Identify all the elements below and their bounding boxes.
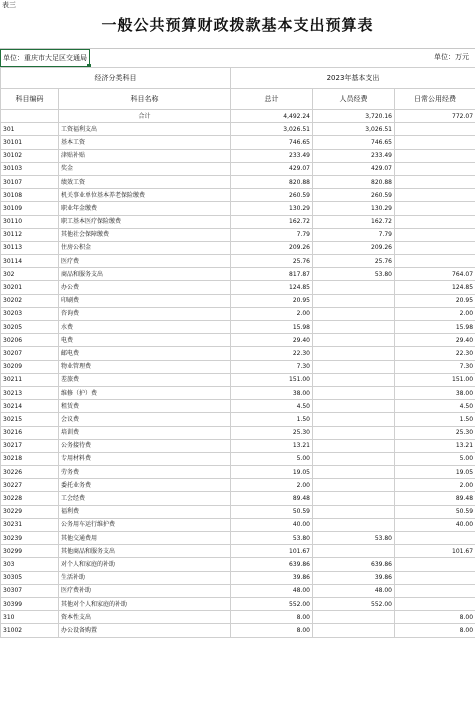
- cell-daily[interactable]: [395, 215, 475, 228]
- cell-personnel[interactable]: [313, 373, 395, 386]
- cell-name[interactable]: 办公设备购置: [59, 624, 231, 637]
- cell-name[interactable]: 医疗费: [59, 255, 231, 268]
- table-row: [1, 334, 475, 347]
- cell-daily[interactable]: 7.30: [395, 360, 475, 373]
- cell-personnel[interactable]: [313, 347, 395, 360]
- cell-personnel[interactable]: [313, 334, 395, 347]
- page-title: 一般公共预算财政拨款基本支出预算表: [101, 16, 374, 34]
- cell-personnel[interactable]: 639.86: [313, 558, 395, 571]
- cell-name[interactable]: 住房公积金: [59, 241, 231, 254]
- cell-code[interactable]: 30107: [1, 175, 59, 188]
- cell-code[interactable]: 30226: [1, 466, 59, 479]
- table-row: [1, 545, 475, 558]
- cell-personnel[interactable]: 429.07: [313, 162, 395, 175]
- cell-daily[interactable]: 101.67: [395, 545, 475, 558]
- cell-total[interactable]: 20.95: [231, 294, 313, 307]
- cell-daily[interactable]: 8.00: [395, 611, 475, 624]
- cell-personnel[interactable]: 552.00: [313, 597, 395, 610]
- cell-daily[interactable]: 38.00: [395, 386, 475, 399]
- cell-daily[interactable]: [395, 228, 475, 241]
- cell-personnel[interactable]: 130.29: [313, 202, 395, 215]
- cell-total[interactable]: 5.00: [231, 452, 313, 465]
- table-row: [1, 505, 475, 518]
- cell-name[interactable]: 奖金: [59, 162, 231, 175]
- cell-name[interactable]: 对个人和家庭的补助: [59, 558, 231, 571]
- total-label[interactable]: 合计: [59, 110, 231, 123]
- cell-total[interactable]: 820.88: [231, 175, 313, 188]
- cell-code[interactable]: 30215: [1, 413, 59, 426]
- cell-code[interactable]: 30206: [1, 334, 59, 347]
- cell-daily[interactable]: [395, 255, 475, 268]
- cell-total[interactable]: 89.48: [231, 492, 313, 505]
- cell-code[interactable]: 30113: [1, 241, 59, 254]
- cell-daily[interactable]: [395, 202, 475, 215]
- table-row: [1, 347, 475, 360]
- cell-name[interactable]: 工会经费: [59, 492, 231, 505]
- cell-name[interactable]: 电费: [59, 334, 231, 347]
- total-personnel[interactable]: 3,720.16: [313, 110, 395, 123]
- cell-personnel[interactable]: 7.79: [313, 228, 395, 241]
- cell-daily[interactable]: 13.21: [395, 439, 475, 452]
- cell-daily[interactable]: [395, 175, 475, 188]
- cell-name[interactable]: 公务用车运行维护费: [59, 518, 231, 531]
- cell-daily[interactable]: [395, 123, 475, 136]
- cell-total[interactable]: 29.40: [231, 334, 313, 347]
- cell-code[interactable]: 30228: [1, 492, 59, 505]
- cell-total[interactable]: 639.86: [231, 558, 313, 571]
- cell-code[interactable]: 30239: [1, 532, 59, 545]
- cell-code[interactable]: 30103: [1, 162, 59, 175]
- header-daily[interactable]: 日常公用经费: [395, 89, 475, 110]
- table-row: [1, 466, 475, 479]
- cell-daily[interactable]: 5.00: [395, 452, 475, 465]
- cell-name[interactable]: 职工基本医疗保险缴费: [59, 215, 231, 228]
- cell-total[interactable]: 8.00: [231, 611, 313, 624]
- cell-total[interactable]: 15.98: [231, 321, 313, 334]
- cell-total[interactable]: 7.30: [231, 360, 313, 373]
- cell-personnel[interactable]: [313, 294, 395, 307]
- cell-code[interactable]: 30299: [1, 545, 59, 558]
- cell-code[interactable]: 30216: [1, 426, 59, 439]
- cell-name[interactable]: 其他社会保障缴费: [59, 228, 231, 241]
- cell-total[interactable]: 151.00: [231, 373, 313, 386]
- cell-code[interactable]: 302: [1, 268, 59, 281]
- cell-name[interactable]: 水费: [59, 321, 231, 334]
- cell-name[interactable]: 职业年金缴费: [59, 202, 231, 215]
- cell-daily[interactable]: [395, 558, 475, 571]
- cell-daily[interactable]: 764.07: [395, 268, 475, 281]
- table-row: [1, 426, 475, 439]
- cell-name[interactable]: 委托业务费: [59, 479, 231, 492]
- table-row: [1, 360, 475, 373]
- cell-total[interactable]: 209.26: [231, 241, 313, 254]
- cell-daily[interactable]: 19.05: [395, 466, 475, 479]
- table-row: [1, 597, 475, 610]
- cell-code[interactable]: 30217: [1, 439, 59, 452]
- cell-personnel[interactable]: 820.88: [313, 175, 395, 188]
- table-row: [1, 268, 475, 281]
- table-row: [1, 584, 475, 597]
- cell-daily[interactable]: 2.00: [395, 307, 475, 320]
- cell-total[interactable]: 4.50: [231, 400, 313, 413]
- cell-name[interactable]: 咨询费: [59, 307, 231, 320]
- table-row: [1, 255, 475, 268]
- cell-daily[interactable]: [395, 584, 475, 597]
- cell-name[interactable]: 邮电费: [59, 347, 231, 360]
- cell-personnel[interactable]: 53.80: [313, 532, 395, 545]
- cell-personnel[interactable]: 48.00: [313, 584, 395, 597]
- cell-name[interactable]: 基本工资: [59, 136, 231, 149]
- unit-cell-selected[interactable]: 单位：重庆市大足区交通局: [0, 49, 90, 67]
- cell-total[interactable]: 101.67: [231, 545, 313, 558]
- cell-personnel[interactable]: [313, 281, 395, 294]
- header-name[interactable]: 科目名称: [59, 89, 231, 110]
- cell-total[interactable]: 13.21: [231, 439, 313, 452]
- cell-personnel[interactable]: [313, 492, 395, 505]
- cell-total[interactable]: 552.00: [231, 597, 313, 610]
- cell-total[interactable]: 429.07: [231, 162, 313, 175]
- cell-name[interactable]: 会议费: [59, 413, 231, 426]
- cell-personnel[interactable]: 25.76: [313, 255, 395, 268]
- cell-total[interactable]: 233.49: [231, 149, 313, 162]
- cell-code[interactable]: 301: [1, 123, 59, 136]
- cell-code[interactable]: 303: [1, 558, 59, 571]
- cell-total[interactable]: 124.85: [231, 281, 313, 294]
- cell-code[interactable]: 30101: [1, 136, 59, 149]
- cell-total[interactable]: 38.00: [231, 386, 313, 399]
- header-row-columns: [1, 89, 475, 110]
- cell-name[interactable]: 劳务费: [59, 466, 231, 479]
- cell-code[interactable]: 30201: [1, 281, 59, 294]
- table-row: [1, 452, 475, 465]
- cell-total[interactable]: 162.72: [231, 215, 313, 228]
- table-row: [1, 149, 475, 162]
- table-row: [1, 624, 475, 637]
- header-basic-expenditure[interactable]: 2023年基本支出: [231, 68, 475, 89]
- cell-code[interactable]: 30229: [1, 505, 59, 518]
- cell-code[interactable]: 30108: [1, 189, 59, 202]
- cell-total[interactable]: 50.59: [231, 505, 313, 518]
- cell-name[interactable]: 办公费: [59, 281, 231, 294]
- cell-code[interactable]: 30399: [1, 597, 59, 610]
- cell-code[interactable]: 30227: [1, 479, 59, 492]
- cell-name[interactable]: 其他交通费用: [59, 532, 231, 545]
- cell-code[interactable]: 30102: [1, 149, 59, 162]
- cell-personnel[interactable]: [313, 413, 395, 426]
- cell-daily[interactable]: [395, 189, 475, 202]
- currency-label: 单位：万元: [434, 53, 469, 61]
- cell-daily[interactable]: 2.00: [395, 479, 475, 492]
- table-row: [1, 439, 475, 452]
- cell-total[interactable]: 130.29: [231, 202, 313, 215]
- cell-code[interactable]: 30213: [1, 386, 59, 399]
- cell-total[interactable]: 39.86: [231, 571, 313, 584]
- cell-code[interactable]: 30307: [1, 584, 59, 597]
- cell-total[interactable]: 53.80: [231, 532, 313, 545]
- table-row: [1, 492, 475, 505]
- table-row: [1, 413, 475, 426]
- cell-code[interactable]: 30112: [1, 228, 59, 241]
- cell-daily[interactable]: 22.30: [395, 347, 475, 360]
- table-row: [1, 373, 475, 386]
- table-row: [1, 518, 475, 531]
- cell-name[interactable]: 其他商品和服务支出: [59, 545, 231, 558]
- cell-personnel[interactable]: [313, 426, 395, 439]
- cell-name[interactable]: 物业管理费: [59, 360, 231, 373]
- cell-code[interactable]: 30202: [1, 294, 59, 307]
- cell-daily[interactable]: 124.85: [395, 281, 475, 294]
- cell-name[interactable]: 租赁费: [59, 400, 231, 413]
- cell-personnel[interactable]: 746.65: [313, 136, 395, 149]
- cell-name[interactable]: 其他对个人和家庭的补助: [59, 597, 231, 610]
- table-row: [1, 162, 475, 175]
- cell-personnel[interactable]: 3,026.51: [313, 123, 395, 136]
- budget-table: [0, 67, 475, 638]
- table-row: [1, 202, 475, 215]
- table-row: [1, 532, 475, 545]
- cell-total[interactable]: 1.50: [231, 413, 313, 426]
- cell-daily[interactable]: 25.30: [395, 426, 475, 439]
- table-row: [1, 321, 475, 334]
- total-value[interactable]: 4,492.24: [231, 110, 313, 123]
- cell-personnel[interactable]: [313, 545, 395, 558]
- cell-personnel[interactable]: [313, 307, 395, 320]
- table-row: [1, 294, 475, 307]
- header-economic-classification[interactable]: 经济分类科目: [1, 68, 231, 89]
- cell-total[interactable]: 25.76: [231, 255, 313, 268]
- cell-personnel[interactable]: [313, 321, 395, 334]
- cell-name[interactable]: 差旅费: [59, 373, 231, 386]
- cell-personnel[interactable]: [313, 624, 395, 637]
- cell-daily[interactable]: [395, 136, 475, 149]
- total-code-cell[interactable]: [1, 110, 59, 123]
- cell-daily[interactable]: [395, 597, 475, 610]
- table-row: [1, 479, 475, 492]
- cell-code[interactable]: 30110: [1, 215, 59, 228]
- cell-code[interactable]: 30211: [1, 373, 59, 386]
- cell-personnel[interactable]: [313, 518, 395, 531]
- cell-daily[interactable]: 20.95: [395, 294, 475, 307]
- table-row: [1, 281, 475, 294]
- cell-daily[interactable]: [395, 149, 475, 162]
- cell-daily[interactable]: 29.40: [395, 334, 475, 347]
- cell-name[interactable]: 机关事业单位基本养老保险缴费: [59, 189, 231, 202]
- cell-code[interactable]: 30214: [1, 400, 59, 413]
- cell-name[interactable]: 资本性支出: [59, 611, 231, 624]
- cell-personnel[interactable]: [313, 466, 395, 479]
- cell-code[interactable]: 30114: [1, 255, 59, 268]
- cell-daily[interactable]: 15.98: [395, 321, 475, 334]
- table-row: [1, 571, 475, 584]
- cell-daily[interactable]: 151.00: [395, 373, 475, 386]
- cell-daily[interactable]: [395, 532, 475, 545]
- table-row: [1, 307, 475, 320]
- cell-total[interactable]: 48.00: [231, 584, 313, 597]
- cell-total[interactable]: 2.00: [231, 479, 313, 492]
- cell-code[interactable]: 30109: [1, 202, 59, 215]
- cell-personnel[interactable]: [313, 505, 395, 518]
- cell-name[interactable]: 培训费: [59, 426, 231, 439]
- cell-daily[interactable]: 1.50: [395, 413, 475, 426]
- cell-code[interactable]: 30218: [1, 452, 59, 465]
- cell-personnel[interactable]: [313, 360, 395, 373]
- cell-personnel[interactable]: 53.80: [313, 268, 395, 281]
- table-row: [1, 386, 475, 399]
- cell-personnel[interactable]: 233.49: [313, 149, 395, 162]
- cell-total[interactable]: 746.65: [231, 136, 313, 149]
- table-row: [1, 175, 475, 188]
- cell-daily[interactable]: 8.00: [395, 624, 475, 637]
- cell-personnel[interactable]: [313, 386, 395, 399]
- cell-personnel[interactable]: 260.59: [313, 189, 395, 202]
- cell-total[interactable]: 25.30: [231, 426, 313, 439]
- cell-code[interactable]: 30203: [1, 307, 59, 320]
- cell-total[interactable]: 2.00: [231, 307, 313, 320]
- cell-code[interactable]: 31002: [1, 624, 59, 637]
- unit-bar: [0, 48, 475, 68]
- total-daily[interactable]: 772.07: [395, 110, 475, 123]
- cell-total[interactable]: 817.87: [231, 268, 313, 281]
- table-row: [1, 215, 475, 228]
- cell-name[interactable]: 商品和服务支出: [59, 268, 231, 281]
- cell-personnel[interactable]: [313, 400, 395, 413]
- table-row: [1, 228, 475, 241]
- header-code[interactable]: 科目编码: [1, 89, 59, 110]
- cell-total[interactable]: 40.00: [231, 518, 313, 531]
- table-row: [1, 136, 475, 149]
- table-row: [1, 189, 475, 202]
- table-tag: 表三: [2, 1, 16, 9]
- cell-personnel[interactable]: [313, 611, 395, 624]
- cell-name[interactable]: 印刷费: [59, 294, 231, 307]
- total-row: [1, 110, 475, 123]
- table-row: [1, 611, 475, 624]
- cell-daily[interactable]: 4.50: [395, 400, 475, 413]
- cell-daily[interactable]: 89.48: [395, 492, 475, 505]
- cell-name[interactable]: 维修（护）费: [59, 386, 231, 399]
- cell-total[interactable]: 19.05: [231, 466, 313, 479]
- cell-code[interactable]: 310: [1, 611, 59, 624]
- table-row: [1, 241, 475, 254]
- table-row: [1, 123, 475, 136]
- header-row-group: [1, 68, 475, 89]
- cell-personnel[interactable]: [313, 479, 395, 492]
- table-row: [1, 400, 475, 413]
- cell-name[interactable]: 工资福利支出: [59, 123, 231, 136]
- cell-personnel[interactable]: [313, 439, 395, 452]
- cell-daily[interactable]: 50.59: [395, 505, 475, 518]
- cell-daily[interactable]: [395, 162, 475, 175]
- table-row: [1, 558, 475, 571]
- cell-code[interactable]: 30209: [1, 360, 59, 373]
- cell-daily[interactable]: 40.00: [395, 518, 475, 531]
- cell-total[interactable]: 22.30: [231, 347, 313, 360]
- cell-name[interactable]: 专用材料费: [59, 452, 231, 465]
- cell-name[interactable]: 生活补助: [59, 571, 231, 584]
- header-personnel[interactable]: 人员经费: [313, 89, 395, 110]
- cell-name[interactable]: 公务接待费: [59, 439, 231, 452]
- cell-personnel[interactable]: 39.86: [313, 571, 395, 584]
- cell-daily[interactable]: [395, 571, 475, 584]
- cell-name[interactable]: 津贴补贴: [59, 149, 231, 162]
- cell-code[interactable]: 30205: [1, 321, 59, 334]
- cell-name[interactable]: 绩效工资: [59, 175, 231, 188]
- cell-code[interactable]: 30231: [1, 518, 59, 531]
- cell-name[interactable]: 医疗费补助: [59, 584, 231, 597]
- cell-name[interactable]: 福利费: [59, 505, 231, 518]
- cell-code[interactable]: 30207: [1, 347, 59, 360]
- cell-code[interactable]: 30305: [1, 571, 59, 584]
- cell-total[interactable]: 260.59: [231, 189, 313, 202]
- cell-personnel[interactable]: 209.26: [313, 241, 395, 254]
- header-total[interactable]: 总计: [231, 89, 313, 110]
- cell-total[interactable]: 8.00: [231, 624, 313, 637]
- cell-personnel[interactable]: 162.72: [313, 215, 395, 228]
- cell-total[interactable]: 7.79: [231, 228, 313, 241]
- cell-personnel[interactable]: [313, 452, 395, 465]
- cell-total[interactable]: 3,026.51: [231, 123, 313, 136]
- cell-daily[interactable]: [395, 241, 475, 254]
